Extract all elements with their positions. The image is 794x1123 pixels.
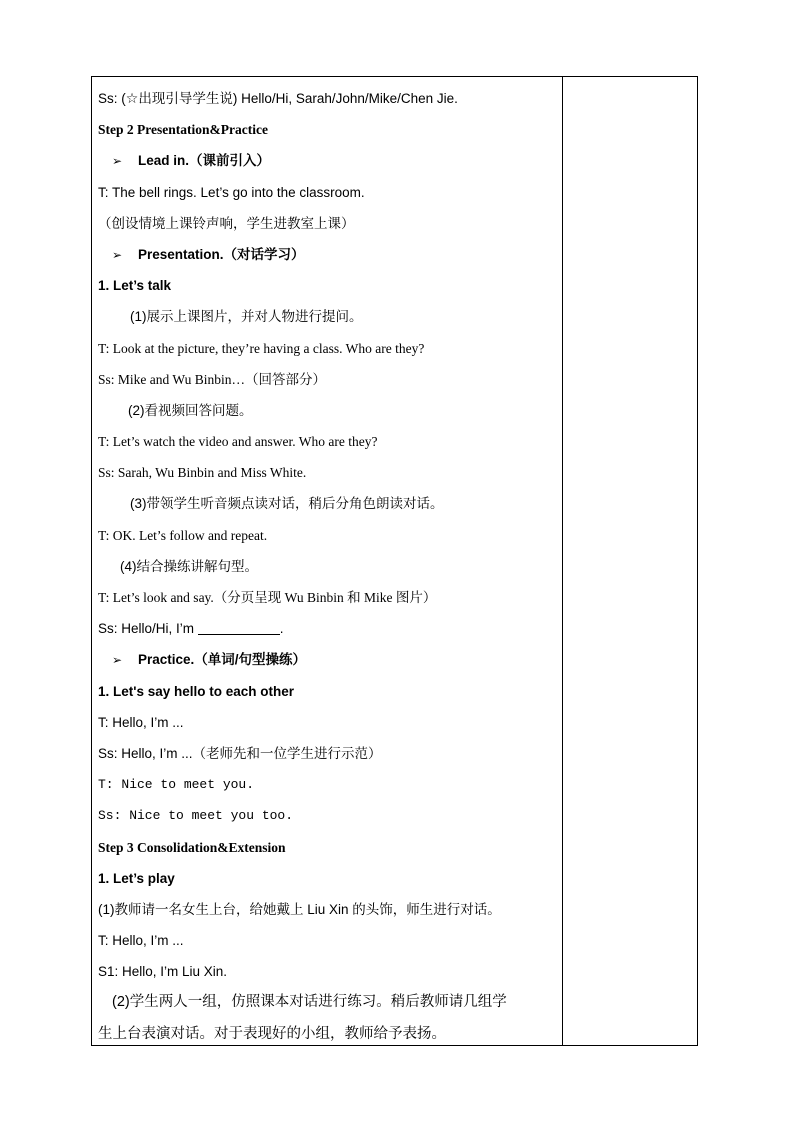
line-step-3: (3)带领学生听音频点读对话，稍后分角色朗读对话。	[130, 496, 444, 512]
line-step-1: (1)展示上课图片，并对人物进行提问。	[130, 309, 363, 325]
line-nice-to-meet-too: Ss: Nice to meet you too.	[98, 808, 294, 824]
line-students-answer-2: Ss: Sarah, Wu Binbin and Miss White.	[98, 465, 307, 481]
lead-in-heading: ➢ Lead in.（课前引入）	[98, 145, 560, 176]
step-2-heading: Step 2 Presentation&Practice	[98, 122, 268, 138]
lesson-plan-table	[91, 76, 698, 1046]
line-students-answer-1: Ss: Mike and Wu Binbin…（回答部分）	[98, 371, 326, 387]
lets-talk-heading: 1. Let’s talk	[98, 278, 172, 294]
lesson-content-cell	[98, 83, 560, 1050]
line-watch-video: T: Let’s watch the video and answer. Who are they?	[98, 434, 378, 450]
step-3-heading: Step 3 Consolidation&Extension	[98, 839, 286, 855]
blank-line	[198, 620, 280, 635]
line-nice-to-meet: T: Nice to meet you.	[98, 777, 255, 793]
line-s1-liu-xin: S1: Hello, I’m Liu Xin.	[98, 964, 228, 980]
line-play-step-2: (2)学生两人一组，仿照课本对话进行练习。稍后教师请几组学	[112, 994, 507, 1011]
line-students-greeting: Ss: (☆出现引导学生说) Hello/Hi, Sarah/John/Mike/Chen Jie.	[98, 90, 458, 106]
line-look-and-say: T: Let’s look and say.（分页呈现 Wu Binbin 和 Mike 图片）	[98, 590, 437, 605]
line-follow-repeat: T: OK. Let’s follow and repeat.	[98, 527, 268, 543]
lets-play-heading: 1. Let’s play	[98, 870, 175, 886]
line-teacher-hello-2: T: Hello, I’m ...	[98, 933, 184, 949]
line-teacher-hello: T: Hello, I’m ...	[98, 714, 184, 730]
line-look-at-picture: T: Look at the picture, they’re having a class. Who are they?	[98, 340, 425, 356]
presentation-heading: ➢ Presentation.（对话学习）	[98, 239, 560, 270]
practice-heading: ➢ Practice.（单词/句型操练）	[98, 644, 560, 675]
say-hello-heading: 1. Let's say hello to each other	[98, 683, 295, 699]
line-fill-blank: Ss: Hello/Hi, I’m .	[98, 621, 284, 637]
star-icon: ☆	[125, 90, 139, 106]
line-scene-note: （创设情境上课铃声响，学生进教室上课）	[98, 215, 355, 231]
line-students-hello: Ss: Hello, I’m ...（老师先和一位学生进行示范）	[98, 745, 382, 761]
line-play-step-1: (1)教师请一名女生上台，给她戴上 Liu Xin 的头饰，师生进行对话。	[98, 901, 501, 917]
arrow-bullet-icon: ➢	[112, 653, 123, 668]
arrow-bullet-icon: ➢	[112, 247, 123, 262]
column-divider	[562, 77, 563, 1045]
line-play-step-2-cont: 生上台表演对话。对于表现好的小组，教师给予表扬。	[98, 1025, 446, 1042]
line-bell-rings: T: The bell rings. Let’s go into the classroom.	[98, 184, 365, 200]
arrow-bullet-icon: ➢	[112, 154, 123, 169]
line-step-2: (2)看视频回答问题。	[128, 402, 253, 418]
line-step-4: (4)结合操练讲解句型。	[120, 558, 258, 574]
